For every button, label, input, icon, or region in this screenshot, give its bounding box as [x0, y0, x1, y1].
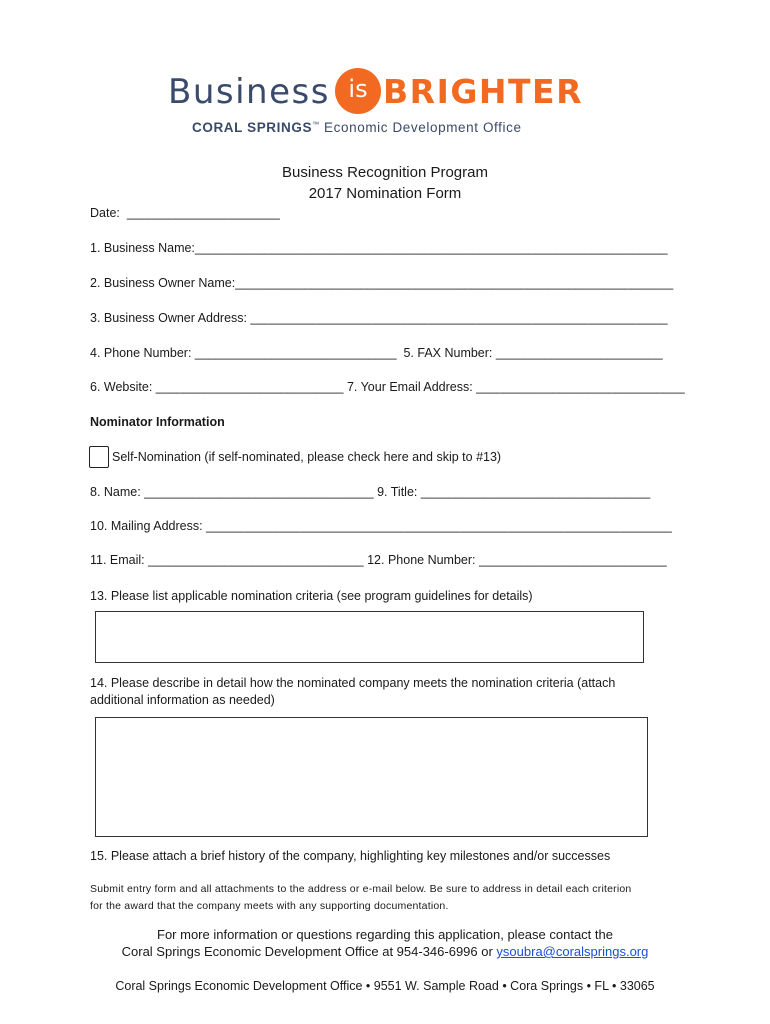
logo-trademark: ™: [312, 121, 320, 129]
name-title-fields[interactable]: 8. Name: _________________________________ 9. Title: _________________________________: [90, 485, 651, 499]
q14-textbox[interactable]: [95, 717, 648, 837]
submit-instructions-line2: for the award that the company meets with any supporting documentation.: [90, 900, 449, 912]
form-title: Business Recognition Program: [282, 164, 488, 181]
contact-line1: For more information or questions regarding this application, please contact the: [157, 927, 613, 942]
contact-line2-text: Coral Springs Economic Development Office at 954-346-6996 or: [121, 944, 497, 959]
logo-edo: Economic Development Office: [319, 120, 522, 135]
nominator-heading: Nominator Information: [90, 415, 225, 429]
phone-fax-fields[interactable]: 4. Phone Number: _____________________________ 5. FAX Number: ________________________: [90, 346, 663, 360]
logo-coral-springs: CORAL SPRINGS: [192, 120, 313, 135]
logo-word-brighter: BRIGHTER: [383, 72, 584, 111]
q14-label-line2: additional information as needed): [90, 693, 275, 707]
brand-logo: [168, 68, 608, 140]
owner-address-field[interactable]: 3. Business Owner Address: ____________________________________________________________: [90, 311, 668, 325]
form-subtitle: 2017 Nomination Form: [308, 185, 462, 202]
q14-label-line1: 14. Please describe in detail how the nominated company meets the nomination criteria (attach: [90, 676, 616, 690]
q15-label: 15. Please attach a brief history of the company, highlighting key milestones and/or successes: [90, 849, 611, 863]
contact-line2: [0, 944, 770, 959]
logo-is-badge: [335, 68, 381, 114]
owner-name-field[interactable]: 2. Business Owner Name:_______________________________________________________________: [90, 276, 674, 290]
business-name-field[interactable]: 1. Business Name:____________________________________________________________________: [90, 241, 668, 255]
email-phone-fields[interactable]: 11. Email: _______________________________ 12. Phone Number: ___________________________: [90, 553, 667, 567]
website-email-fields[interactable]: 6. Website: ___________________________ 7. Your Email Address: ______________________________: [90, 380, 685, 394]
office-address: Coral Springs Economic Development Office • 9551 W. Sample Road • Cora Springs • FL • 33065: [115, 979, 655, 993]
q13-label: 13. Please list applicable nomination criteria (see program guidelines for details): [90, 589, 533, 603]
date-field[interactable]: Date: ______________________: [90, 206, 280, 220]
mailing-address-field[interactable]: 10. Mailing Address: ___________________________________________________________________: [90, 519, 672, 533]
logo-word-business: Business: [168, 72, 330, 112]
logo-subtitle: [192, 120, 522, 135]
self-nomination-checkbox[interactable]: [89, 446, 109, 468]
q13-textbox[interactable]: [95, 611, 644, 663]
contact-email-link[interactable]: ysoubra@coralsprings.org: [496, 944, 649, 959]
self-nomination-label: Self-Nomination (if self-nominated, please check here and skip to #13): [112, 450, 502, 464]
submit-instructions-line1: Submit entry form and all attachments to the address or e-mail below. Be sure to address in detail each criterion: [90, 883, 632, 895]
logo-word-is: is: [348, 75, 368, 103]
